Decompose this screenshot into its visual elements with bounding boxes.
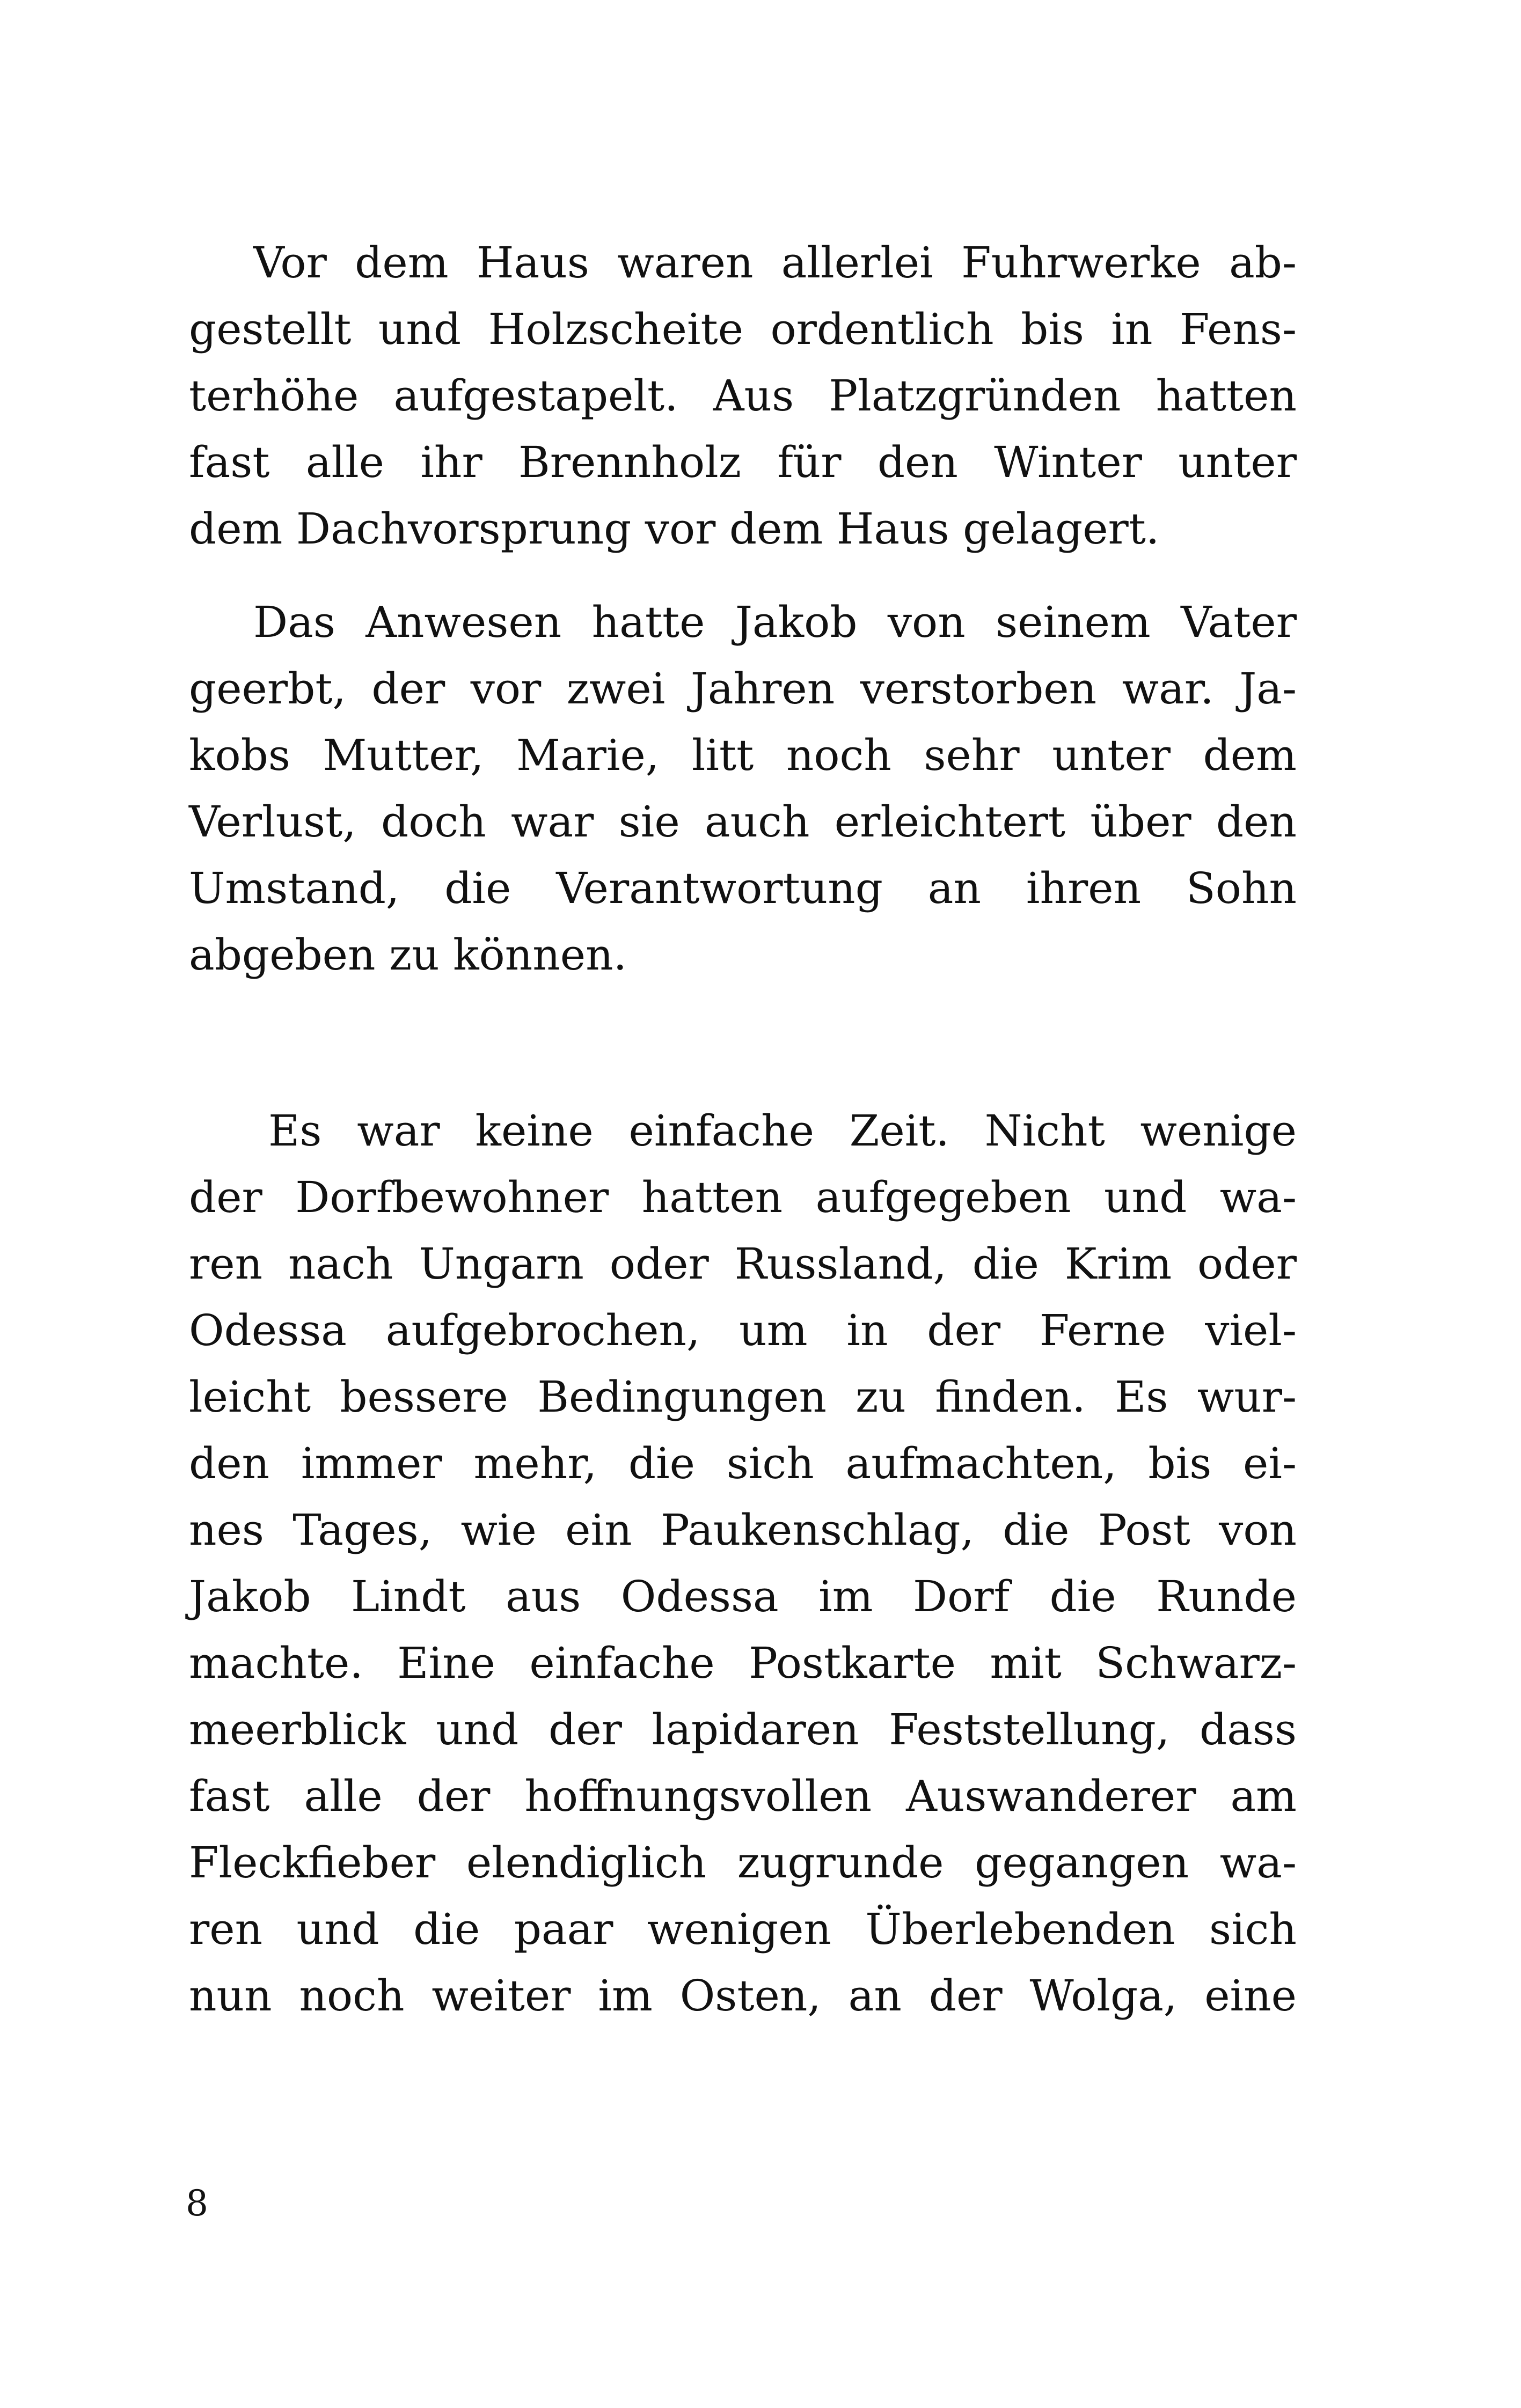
- text-line: geerbt, der vor zwei Jahren verstorben war. Ja-: [189, 664, 1297, 714]
- text-line: Es war keine einfache Zeit. Nicht wenige: [268, 1106, 1297, 1156]
- text-line: ren und die paar wenigen Überlebenden sich: [189, 1904, 1297, 1954]
- text-line: Fleckfieber elendiglich zugrunde gegangen wa-: [189, 1838, 1297, 1888]
- text-line: ren nach Ungarn oder Russland, die Krim oder: [189, 1239, 1297, 1289]
- paragraph-3: [189, 1098, 1297, 2029]
- text-line: leicht bessere Bedingungen zu finden. Es wur-: [189, 1372, 1297, 1422]
- text-line: nun noch weiter im Osten, an der Wolga, eine: [189, 1971, 1297, 2021]
- text-line: fast alle der hoffnungsvollen Auswanderer am: [189, 1771, 1297, 1821]
- text-line: den immer mehr, die sich aufmachten, bis ei-: [189, 1438, 1297, 1488]
- text-line: kobs Mutter, Marie, litt noch sehr unter dem: [189, 730, 1297, 780]
- text-line: Umstand, die Verantwortung an ihren Sohn: [189, 863, 1297, 913]
- text-line: Verlust, doch war sie auch erleichtert über den: [189, 797, 1297, 847]
- paragraph-2: [189, 589, 1297, 988]
- text-line: nes Tages, wie ein Paukenschlag, die Post von: [189, 1505, 1297, 1555]
- text-line: der Dorfbewohner hatten aufgegeben und wa-: [189, 1172, 1297, 1222]
- text-line: abgeben zu können.: [189, 930, 627, 980]
- paragraph-1: [189, 230, 1297, 562]
- text-line: fast alle ihr Brennholz für den Winter unter: [189, 437, 1297, 487]
- text-line: Jakob Lindt aus Odessa im Dorf die Runde: [189, 1572, 1297, 1621]
- text-line: gestellt und Holzscheite ordentlich bis in Fens-: [189, 304, 1297, 354]
- text-line: terhöhe aufgestapelt. Aus Platzgründen hatten: [189, 371, 1297, 421]
- page-number: 8: [186, 2183, 208, 2224]
- text-line: Vor dem Haus waren allerlei Fuhrwerke ab-: [253, 238, 1297, 288]
- text-line: dem Dachvorsprung vor dem Haus gelagert.: [189, 504, 1160, 554]
- text-line: Odessa aufgebrochen, um in der Ferne viel-: [189, 1305, 1297, 1355]
- text-line: meerblick und der lapidaren Feststellung, dass: [189, 1705, 1297, 1754]
- text-line: machte. Eine einfache Postkarte mit Schwarz-: [189, 1638, 1297, 1688]
- text-line: Das Anwesen hatte Jakob von seinem Vater: [253, 597, 1297, 647]
